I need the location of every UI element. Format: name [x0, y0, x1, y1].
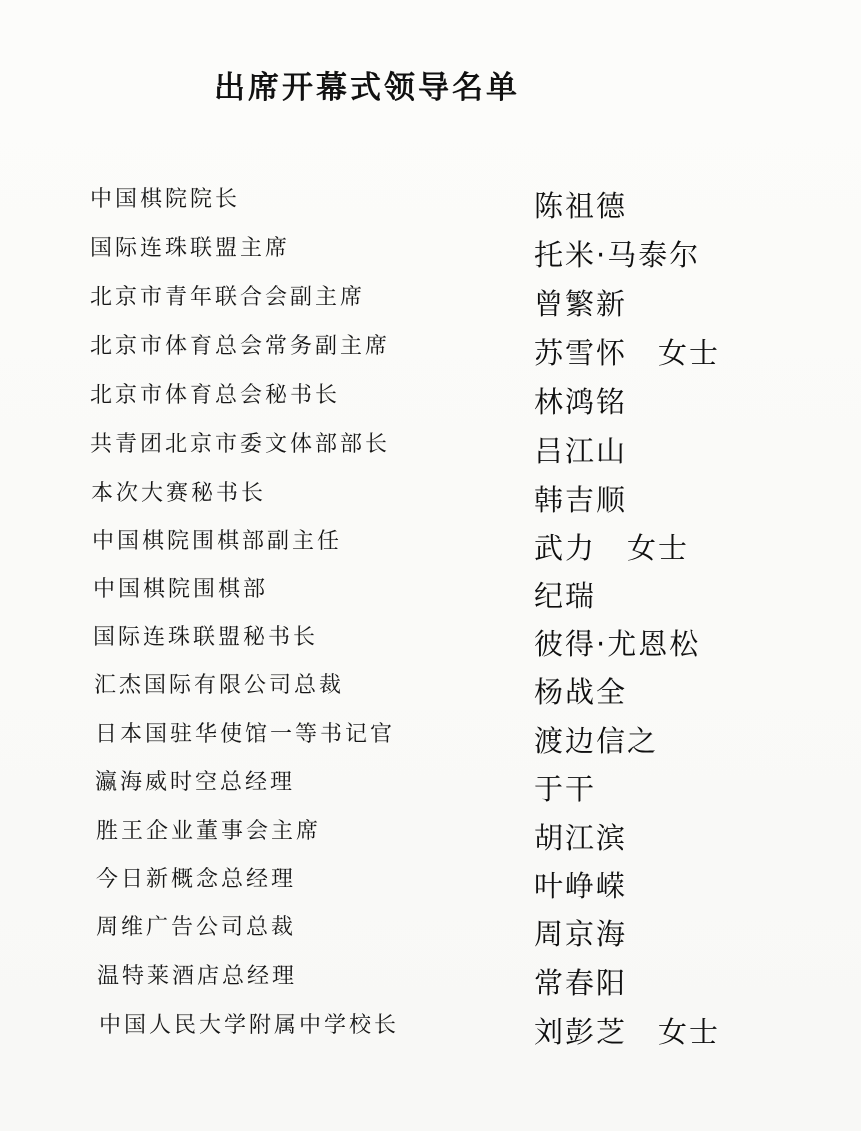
list-item	[0, 668, 861, 712]
attendee-title: 共青团北京市委文体部部长	[90, 432, 391, 457]
attendee-name: 渡边信之	[534, 724, 659, 758]
list-item	[0, 329, 861, 373]
attendee-title: 国际连珠联盟秘书长	[93, 625, 319, 650]
list-item	[0, 476, 861, 520]
attendee-name: 于干	[534, 772, 597, 806]
attendee-name: 刘彭芝 女士	[534, 1015, 721, 1049]
attendee-name: 吕江山	[534, 434, 628, 468]
attendee-name: 周京海	[534, 917, 628, 951]
attendee-title: 胜王企业董事会主席	[96, 819, 322, 844]
list-item	[0, 378, 861, 422]
attendee-name: 苏雪怀 女士	[534, 336, 721, 370]
attendee-title: 中国棋院院长	[90, 187, 241, 212]
list-item	[0, 231, 861, 275]
attendee-title: 中国人民大学附属中学校长	[99, 1013, 400, 1038]
attendee-title: 周维广告公司总裁	[96, 915, 297, 940]
attendee-title: 日本国驻华使馆一等书记官	[95, 722, 396, 747]
list-item	[0, 862, 861, 906]
list-item	[0, 1008, 861, 1052]
attendee-name: 彼得·尤恩松	[534, 627, 701, 661]
attendee-title: 汇杰国际有限公司总裁	[94, 673, 345, 698]
attendee-title: 今日新概念总经理	[96, 867, 297, 892]
attendee-name: 杨战全	[534, 675, 628, 709]
attendee-title: 瀛海威时空总经理	[95, 770, 296, 795]
attendee-title: 国际连珠联盟主席	[90, 236, 291, 261]
attendee-name: 胡江滨	[534, 821, 628, 855]
list-item	[0, 427, 861, 471]
list-item	[0, 814, 861, 858]
list-item	[0, 280, 861, 324]
attendee-name: 叶峥嵘	[534, 869, 628, 903]
attendee-name: 韩吉顺	[534, 483, 628, 517]
attendee-name: 武力 女士	[534, 531, 690, 565]
list-item	[0, 765, 861, 809]
list-item	[0, 959, 861, 1003]
attendee-title: 温特莱酒店总经理	[97, 964, 298, 989]
list-item	[0, 182, 861, 226]
list-item	[0, 620, 861, 664]
list-item	[0, 717, 861, 761]
attendee-name: 纪瑞	[534, 579, 597, 613]
page-title: 出席开幕式领导名单	[214, 70, 520, 106]
list-item	[0, 910, 861, 954]
attendee-name: 常春阳	[534, 966, 628, 1000]
attendee-name: 陈祖德	[534, 189, 628, 223]
attendee-name: 林鸿铭	[534, 385, 628, 419]
attendee-title: 北京市体育总会常务副主席	[90, 334, 391, 359]
attendee-title: 中国棋院围棋部副主任	[92, 529, 343, 554]
list-item	[0, 572, 861, 616]
attendee-name: 托米·马泰尔	[534, 238, 701, 272]
list-item	[0, 524, 861, 568]
attendee-title: 北京市青年联合会副主席	[90, 285, 366, 310]
attendee-title: 北京市体育总会秘书长	[90, 383, 341, 408]
attendee-title: 中国棋院围棋部	[93, 577, 269, 602]
attendee-title: 本次大赛秘书长	[91, 481, 267, 506]
attendee-name: 曾繁新	[534, 287, 628, 321]
